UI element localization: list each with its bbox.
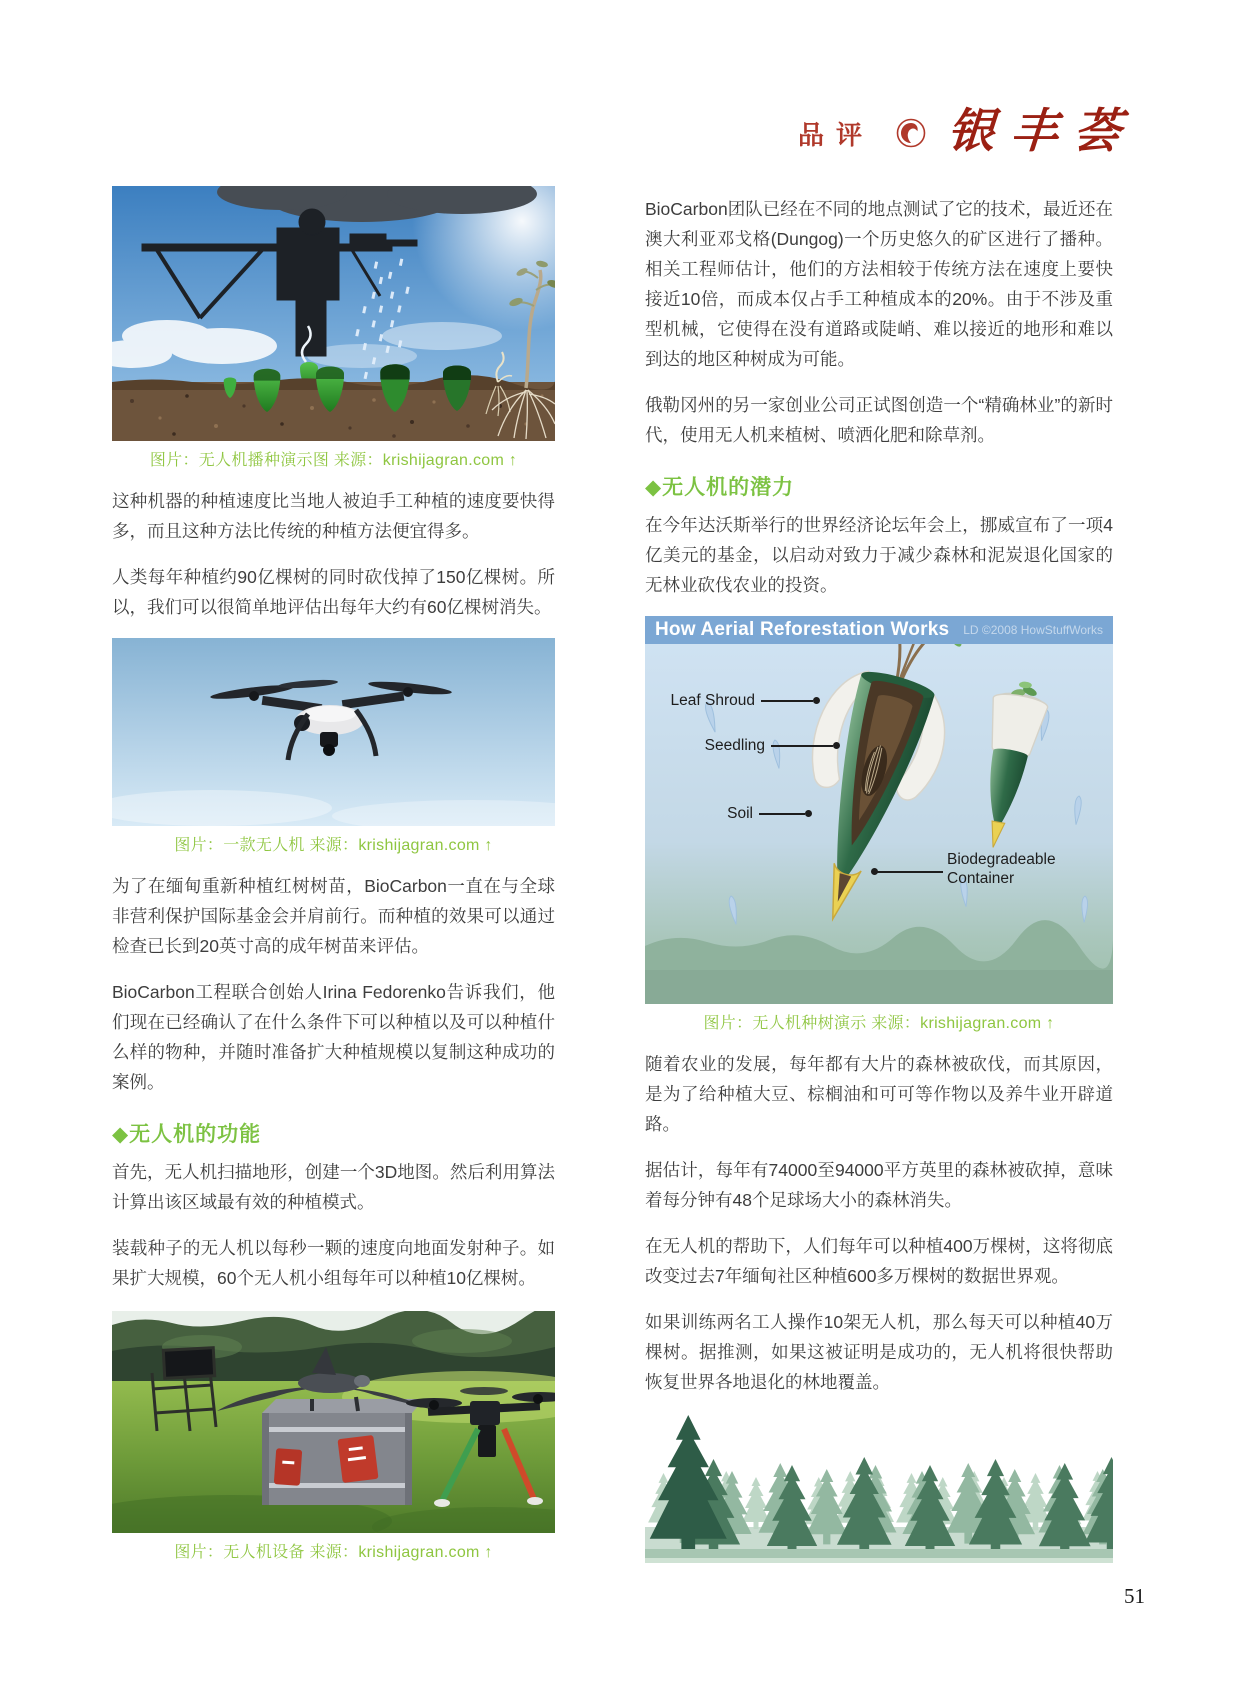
paragraph: 随着农业的发展，每年都有大片的森林被砍伐，而其原因，是为了给种植大豆、棕榈油和可可等作物以及养牛业开辟道路。 [645,1054,1113,1134]
paragraph: 据估计，每年有74000至94000平方英里的森林被砍掉，意味着每分钟有48个足球场大小的森林消失。 [645,1160,1113,1210]
figure-infographic [645,616,1113,1035]
label-dot [871,868,878,875]
label-soil: Soil [727,805,753,822]
figure-drone-equipment [112,1311,555,1564]
drone-seeding-illustration [112,186,555,441]
section-heading-drone-functions: ◆无人机的功能 [112,1123,262,1146]
label-seedling: Seedling [704,737,765,754]
right-column [645,186,1113,1568]
infographic-body [645,644,1113,1004]
label-biodegradeable-container: Biodegradeable Container [947,851,1056,887]
drone-flying-image [112,638,555,826]
infographic-how-aerial-reforestation-works [645,616,1113,1004]
infographic-credit: LD ©2008 HowStuffWorks [963,623,1103,637]
page-number: 51 [1124,1584,1145,1608]
paragraph: BioCarbon团队已经在不同的地点测试了它的技术，最近还在澳大利亚邓戈格(Dungog)一个历史悠久的矿区进行了播种。相关工程师估计，他们的方法相较于传统方法在速度上要快接近10倍，而成本仅占手工种植成本的20%。由于不涉及重型机械，它使得在没有道路或陡峭、难以接近的地形和难以到达的地区种树成为可能。 [645,199,1113,369]
paragraph: 这种机器的种植速度比当地人被迫手工种植的速度要快得多，而且这种方法比传统的种植方法便宜得多。 [112,491,555,541]
infographic-title: How Aerial Reforestation Works [655,619,950,640]
drone-seeding-image [112,186,555,441]
figure-drone-seeding [112,186,555,472]
paragraph: 为了在缅甸重新种植红树树苗，BioCarbon一直在与全球非营利保护国际基金会并肩前行。而种植的效果可以通过检查已长到20英寸高的成年树苗来评估。 [112,876,555,956]
brand-tagline: 品评 [798,120,875,151]
paragraph: 俄勒冈州的另一家创业公司正试图创造一个“精确林业”的新时代，使用无人机来植树、喷洒化肥和除草剂。 [645,395,1113,445]
flying-drone-illustration [112,638,555,826]
figure-caption: 图片：一款无人机 来源：krishijagran.com ↑ [174,837,493,854]
paragraph: 如果训练两名工人操作10架无人机，那么每天可以种植40万棵树。据推测，如果这被证明是成功的，无人机将很快帮助恢复世界各地退化的林地覆盖。 [645,1312,1113,1392]
flight-case [262,1399,424,1505]
label-line [761,700,813,702]
pine-forest-graphic [645,1411,1113,1563]
label-leaf-shroud: Leaf Shroud [670,692,755,709]
figure-caption: 图片：无人机设备 来源：krishijagran.com ↑ [174,1544,493,1561]
figure-caption: 图片：无人机播种演示图 来源：krishijagran.com ↑ [149,452,518,469]
figure-caption: 图片：无人机种树演示 来源：krishijagran.com ↑ [703,1015,1055,1032]
brand-logo [798,96,1137,158]
swirl-icon [894,116,928,150]
label-line [771,745,833,747]
label-line [877,871,943,873]
label-dot [813,697,820,704]
label-dot [805,810,812,817]
paragraph: 首先，无人机扫描地形，创建一个3D地图。然后利用算法计算出该区域最有效的种植模式。 [112,1162,555,1212]
paragraph: 装载种子的无人机以每秒一颗的速度向地面发射种子。如果扩大规模，60个无人机小组每年可以种植10亿棵树。 [112,1238,555,1288]
label-line [759,813,805,815]
forest-illustration [645,1411,1113,1568]
paragraph: 人类每年种植约90亿棵树的同时砍伐掉了150亿棵树。所以，我们可以很简单地评估出每年大约有60亿棵树消失。 [112,567,555,617]
brand-name: 银丰荟 [945,103,1139,159]
section-heading-drone-potential: ◆无人机的潜力 [645,476,795,499]
label-dot [833,742,840,749]
figure-drone-flying [112,638,555,857]
paragraph: 在无人机的帮助下，人们每年可以种植400万棵树，这将彻底改变过去7年缅甸社区种植600多万棵树的数据世界观。 [645,1236,1113,1286]
drone-equipment-image [112,1311,555,1533]
left-column [112,186,555,1564]
paragraph: 在今年达沃斯举行的世界经济论坛年会上，挪威宣布了一项4亿美元的基金，以启动对致力于减少森林和泥炭退化国家的无林业砍伐农业的投资。 [645,515,1113,595]
paragraph: BioCarbon工程联合创始人Irina Fedorenko告诉我们，他们现在已经确认了在什么条件下可以种植以及可以种植什么样的物种，并随时准备扩大种植规模以复制这种成功的案例。 [112,982,555,1092]
infographic-header [645,616,1113,644]
drone-equipment-illustration [112,1311,555,1533]
